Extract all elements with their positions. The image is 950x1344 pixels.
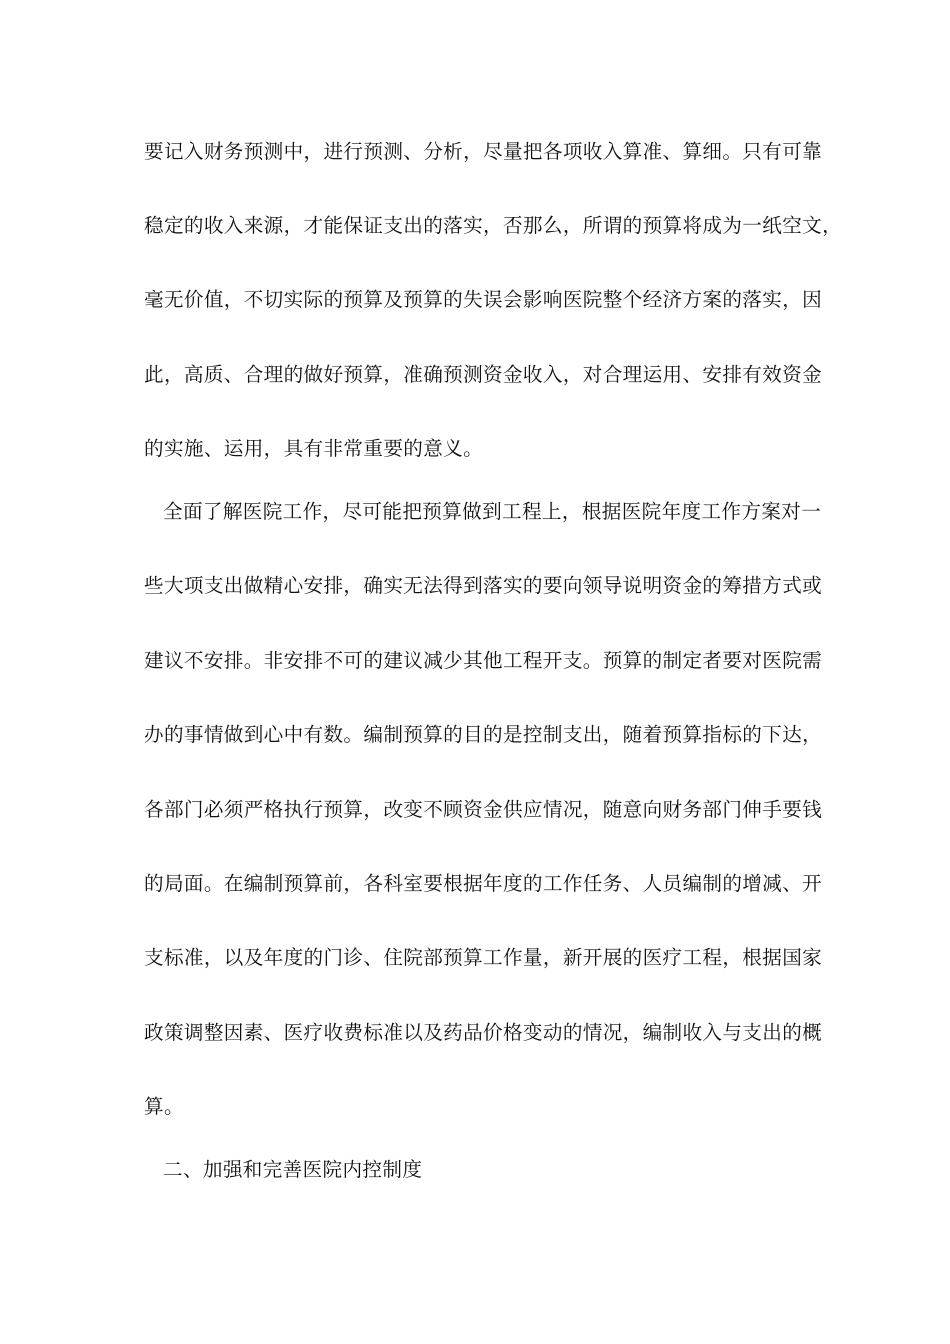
text-line: 的实施、运用，具有非常重要的意义。 (144, 437, 484, 460)
text-line: 的局面。在编制预算前，各科室要根据年度的工作任务、人员编制的增减、开 (144, 872, 823, 895)
text-line: 建议不安排。非安排不可的建议减少其他工程开支。预算的制定者要对医院需 (144, 649, 823, 672)
text-line: 算。 (144, 1095, 184, 1118)
text-line: 政策调整因素、医疗收费标准以及药品价格变动的情况，编制收入与支出的概 (144, 1021, 823, 1044)
text-line: 些大项支出做精心安排，确实无法得到落实的要向领导说明资金的筹措方式或 (144, 574, 823, 597)
text-line: 稳定的收入来源，才能保证支出的落实，否那么，所谓的预算将成为一纸空文， (144, 214, 843, 237)
text-line: 要记入财务预测中，进行预测、分析，尽量把各项收入算准、算细。只有可靠 (144, 140, 823, 163)
section-heading: 二、加强和完善医院内控制度 (163, 1158, 423, 1181)
text-line: 毫无价值，不切实际的预算及预算的失误会影响医院整个经济方案的落实，因 (144, 288, 823, 311)
text-line: 办的事情做到心中有数。编制预算的目的是控制支出，随着预算指标的下达， (144, 723, 823, 746)
text-line: 各部门必须严格执行预算，改变不顾资金供应情况，随意向财务部门伸手要钱 (144, 798, 823, 821)
paragraph-first-line: 全面了解医院工作，尽可能把预算做到工程上，根据医院年度工作方案对一 (163, 500, 822, 523)
text-line: 此，高质、合理的做好预算，准确预测资金收入，对合理运用、安排有效资金 (144, 363, 823, 386)
text-line: 支标准，以及年度的门诊、住院部预算工作量，新开展的医疗工程，根据国家 (144, 946, 823, 969)
